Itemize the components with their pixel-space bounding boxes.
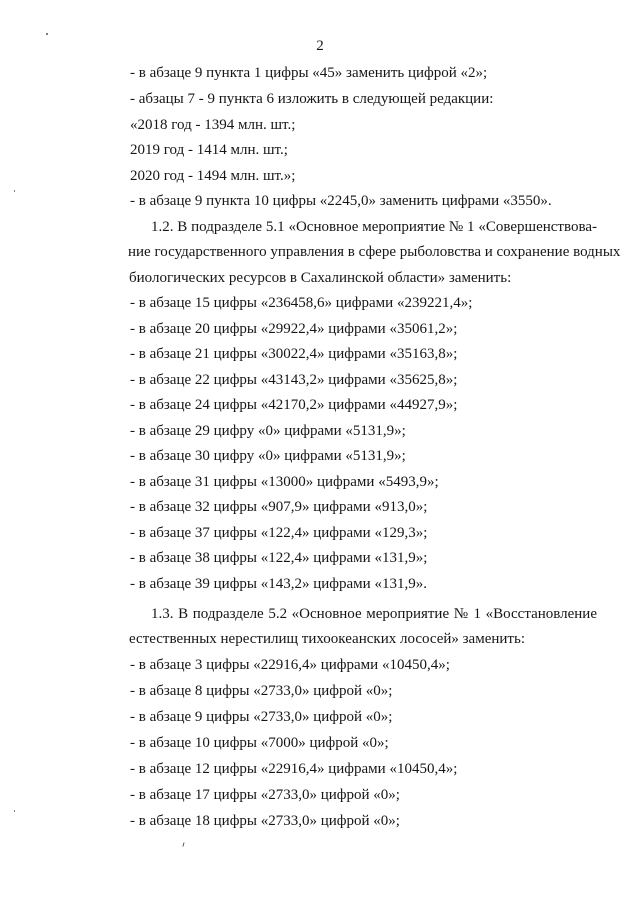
list-item: «2018 год - 1394 млн. шт.; <box>130 117 296 133</box>
list-item: - в абзаце 37 цифры «122,4» цифрами «129,3»; <box>130 525 428 541</box>
list-item: - в абзаце 21 цифры «30022,4» цифрами «35163,8»; <box>130 346 458 362</box>
list-item: - в абзаце 9 пункта 10 цифры «2245,0» заменить цифрами «3550». <box>130 193 552 209</box>
page-number: 2 <box>316 38 324 54</box>
list-item: 2019 год - 1414 млн. шт.; <box>130 142 288 158</box>
list-item: - в абзаце 22 цифры «43143,2» цифрами «35625,8»; <box>130 372 458 388</box>
scan-speck <box>14 190 15 192</box>
list-item: - в абзаце 15 цифры «236458,6» цифрами «239221,4»; <box>130 295 473 311</box>
list-item: - в абзаце 32 цифры «907,9» цифрами «913,0»; <box>130 499 428 515</box>
section-1-2-line: 1.2. В подразделе 5.1 «Основное мероприятие № 1 «Совершенствова- <box>151 219 597 235</box>
list-item: - в абзаце 38 цифры «122,4» цифрами «131,9»; <box>130 550 428 566</box>
list-item: - в абзаце 18 цифры «2733,0» цифрой «0»; <box>130 813 400 829</box>
list-item: - в абзаце 12 цифры «22916,4» цифрами «10450,4»; <box>130 761 458 777</box>
scan-speck <box>182 842 184 847</box>
list-item: - в абзаце 31 цифры «13000» цифрами «5493,9»; <box>130 474 439 490</box>
list-item: - в абзаце 29 цифру «0» цифрами «5131,9»; <box>130 423 406 439</box>
section-1-2-line: биологических ресурсов в Сахалинской области» заменить: <box>129 270 512 286</box>
list-item: - в абзаце 39 цифры «143,2» цифрами «131,9». <box>130 576 427 592</box>
list-item: - в абзаце 3 цифры «22916,4» цифрами «10450,4»; <box>130 657 450 673</box>
list-item: - в абзаце 9 пункта 1 цифры «45» заменить цифрой «2»; <box>130 65 488 81</box>
list-item: - в абзаце 24 цифры «42170,2» цифрами «44927,9»; <box>130 397 458 413</box>
list-item: - абзацы 7 - 9 пункта 6 изложить в следующей редакции: <box>130 91 494 107</box>
list-item: - в абзаце 8 цифры «2733,0» цифрой «0»; <box>130 683 393 699</box>
scan-speck <box>46 33 48 35</box>
list-item: 2020 год - 1494 млн. шт.»; <box>130 168 296 184</box>
list-item: - в абзаце 10 цифры «7000» цифрой «0»; <box>130 735 389 751</box>
section-1-3-line: естественных нерестилищ тихоокеанских лососей» заменить: <box>129 631 525 647</box>
list-item: - в абзаце 9 цифры «2733,0» цифрой «0»; <box>130 709 393 725</box>
scan-speck <box>14 810 15 812</box>
section-1-2-line: ние государственного управления в сфере рыболовства и сохранение водных <box>128 244 621 260</box>
list-item: - в абзаце 30 цифру «0» цифрами «5131,9»; <box>130 448 406 464</box>
section-1-3-line: 1.3. В подразделе 5.2 «Основное мероприятие № 1 «Восстановление <box>151 606 597 622</box>
list-item: - в абзаце 20 цифры «29922,4» цифрами «35061,2»; <box>130 321 458 337</box>
list-item: - в абзаце 17 цифры «2733,0» цифрой «0»; <box>130 787 400 803</box>
